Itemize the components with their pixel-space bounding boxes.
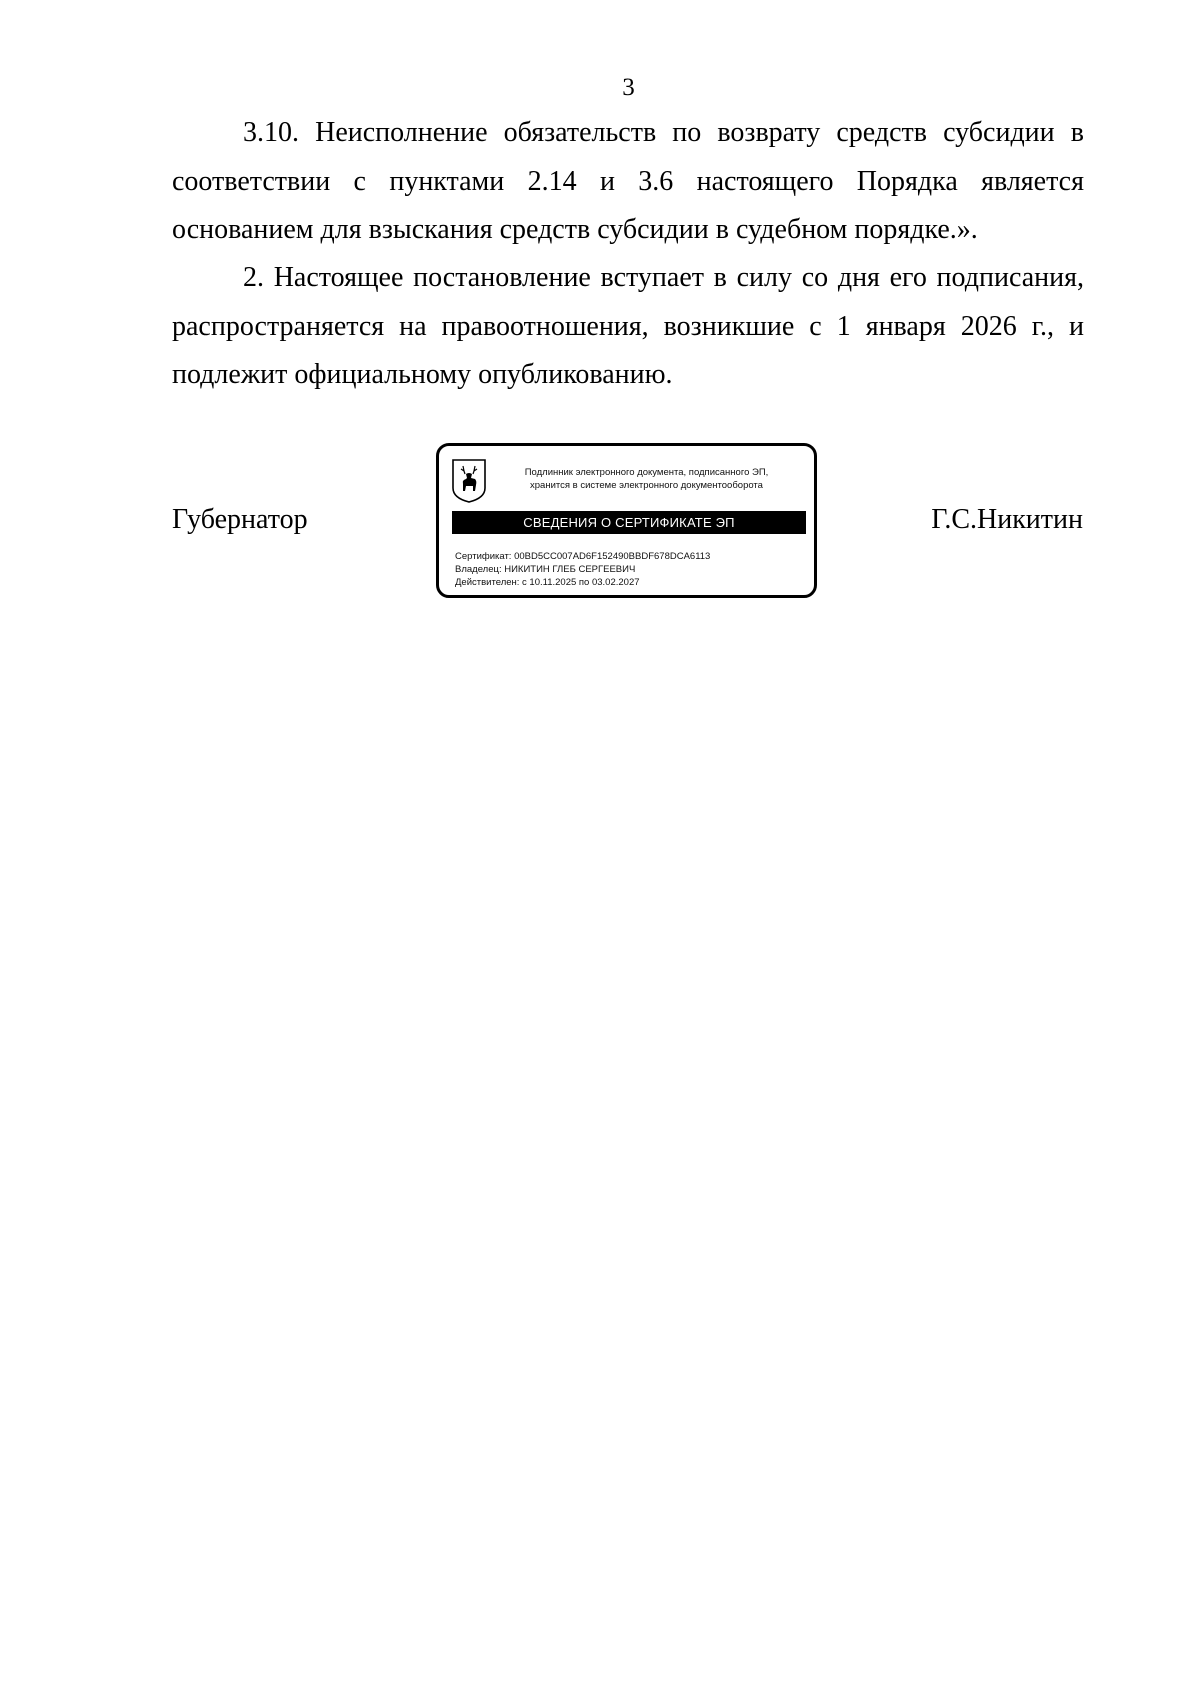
deer-emblem-icon (451, 458, 487, 504)
stamp-header-line-1: Подлинник электронного документа, подписанного ЭП, (524, 467, 769, 478)
signatory-name: Г.С.Никитин (931, 504, 1083, 535)
paragraph-2-effective-date: 2. Настоящее постановление вступает в силу со дня его подписания, распространяется на правоотношения, возникшие с 1 января 2026 г., и подлежит официальному опубликованию. (172, 262, 1084, 390)
certificate-info-bar: СВЕДЕНИЯ О СЕРТИФИКАТЕ ЭП (452, 511, 806, 534)
electronic-signature-stamp (436, 443, 817, 598)
certificate-details (455, 550, 710, 589)
stamp-header-line-2: хранится в системе электронного документооборота (530, 480, 763, 491)
certificate-owner: Владелец: НИКИТИН ГЛЕБ СЕРГЕЕВИЧ (455, 564, 636, 575)
certificate-number: Сертификат: 00BD5CC007AD6F152490BBDF678DCA6113 (455, 551, 711, 562)
paragraph-3-10: 3.10. Неисполнение обязательств по возврату средств субсидии в соответствии с пунктами 2.14 и 3.6 настоящего Порядка является основанием для взыскания средств субсидии в судебном порядке.». (172, 117, 1084, 245)
certificate-validity: Действителен: с 10.11.2025 по 03.02.2027 (455, 577, 640, 588)
page-number: 3 (622, 74, 635, 101)
signatory-title: Губернатор (172, 504, 308, 535)
stamp-header (494, 466, 799, 492)
signature-block (0, 0, 1200, 700)
